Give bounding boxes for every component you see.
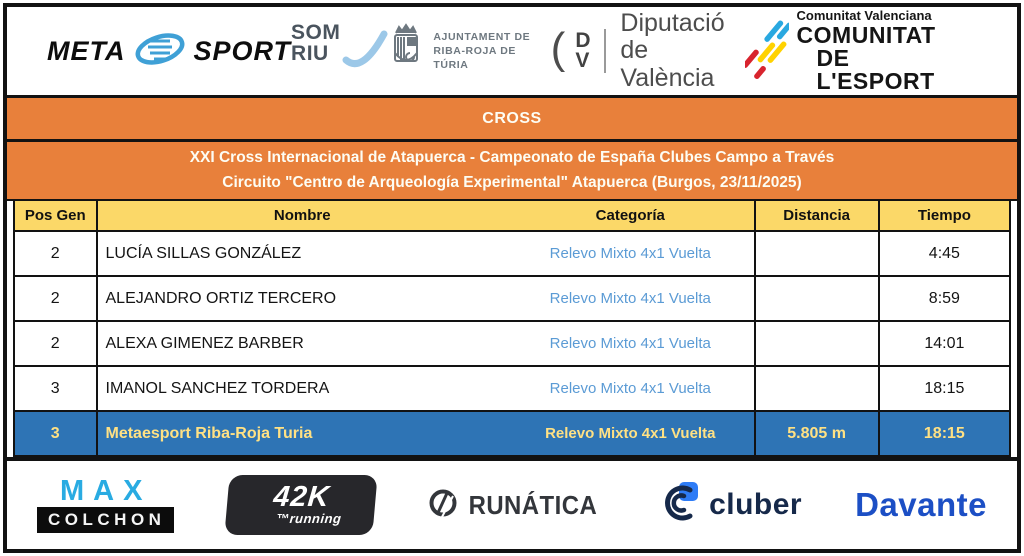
event-title-line2: Circuito "Centro de Arqueología Experimental" Atapuerca (Burgos, 23/11/2025) — [222, 173, 802, 191]
42k-main-text: 42K — [272, 481, 332, 514]
section-banner — [7, 95, 1017, 142]
comunitat-valenciana-text: Comunitat Valenciana — [796, 8, 932, 23]
cell-pos: 3 — [15, 367, 98, 410]
maxcolchon-max-text: MAX — [60, 475, 152, 507]
cluber-logo — [656, 481, 802, 530]
somriu-logo — [291, 22, 388, 81]
diputacio-mark-icon: ( — [550, 24, 566, 74]
comunitat-line2: DE L'ESPORT — [816, 45, 935, 94]
cell-nombre: IMANOL SANCHEZ TORDERA — [105, 379, 330, 397]
maxcolchon-colchon-text: COLCHON — [37, 507, 174, 533]
metaesport-logo-text-right: SPORT — [193, 35, 292, 66]
comunitat-esport-logo — [745, 9, 969, 93]
table-row — [15, 367, 1009, 412]
cell-categoria: Relevo Mixto 4x1 Vuelta — [507, 232, 756, 275]
diputacio-line2: de València — [620, 36, 715, 92]
metaesport-swirl-icon — [134, 27, 186, 76]
cell-distancia — [756, 232, 880, 275]
metaesport-logo-text-left: META — [47, 35, 126, 66]
section-title: CROSS — [482, 109, 542, 127]
cell-categoria: Relevo Mixto 4x1 Vuelta — [507, 367, 756, 410]
column-header-distancia: Distancia — [756, 201, 880, 230]
davante-logo — [855, 486, 987, 524]
cell-nombre: Metaesport Riba-Roja Turia — [105, 424, 313, 442]
results-table — [13, 201, 1011, 457]
cell-tiempo: 4:45 — [928, 244, 960, 262]
cell-pos: 3 — [15, 412, 98, 455]
table-row — [15, 232, 1009, 277]
ajuntament-line2: RIBA-ROJA DE TÚRIA — [433, 44, 517, 72]
event-title-line1: XXI Cross Internacional de Atapuerca - Campeonato de España Clubes Campo a Través — [189, 149, 835, 167]
event-title-banner — [7, 142, 1017, 201]
ajuntament-logo — [388, 23, 550, 80]
maxcolchon-logo — [37, 477, 174, 533]
cell-distancia: 5.805 m — [756, 412, 880, 455]
ajuntament-crest-icon — [388, 23, 424, 80]
cell-distancia — [756, 367, 880, 410]
cell-pos: 2 — [15, 322, 98, 365]
diputacio-logo — [551, 10, 745, 93]
somriu-line2: RIU — [291, 41, 329, 65]
runatica-icon — [428, 488, 458, 523]
column-header-tiempo: Tiempo — [917, 207, 971, 224]
table-row-team-total — [15, 412, 1009, 457]
cell-categoria: Relevo Mixto 4x1 Vuelta — [507, 322, 756, 365]
column-header-nombre: Nombre — [273, 207, 331, 224]
runatica-text: RUNÁTICA — [468, 489, 598, 520]
cluber-icon — [656, 481, 700, 530]
diputacio-letter-d: D — [575, 29, 591, 53]
cell-nombre: ALEJANDRO ORTIZ TERCERO — [105, 289, 337, 307]
results-sheet — [3, 3, 1021, 553]
table-row — [15, 277, 1009, 322]
cell-categoria: Relevo Mixto 4x1 Vuelta — [507, 277, 756, 320]
cell-tiempo: 14:01 — [924, 334, 965, 352]
cluber-text: cluber — [709, 488, 803, 521]
sponsor-header — [7, 7, 1017, 95]
42k-sub-text: ™running — [275, 510, 343, 526]
cell-tiempo: 8:59 — [928, 289, 960, 307]
cell-tiempo: 18:15 — [923, 424, 965, 442]
somriu-smile-icon — [342, 22, 388, 81]
sponsor-footer — [7, 457, 1017, 549]
42k-running-logo — [225, 475, 378, 535]
column-header-pos: Pos Gen — [15, 201, 98, 230]
cell-nombre: LUCÍA SILLAS GONZÁLEZ — [105, 244, 302, 262]
cell-tiempo: 18:15 — [924, 379, 965, 397]
diputacio-letter-v: V — [575, 49, 590, 72]
davante-text: Davante — [855, 486, 987, 523]
cell-distancia — [756, 277, 880, 320]
table-row — [15, 322, 1009, 367]
runatica-logo — [428, 488, 603, 523]
comunitat-stripes-icon — [745, 16, 789, 87]
cell-categoria: Relevo Mixto 4x1 Vuelta — [507, 412, 756, 455]
cell-nombre: ALEXA GIMENEZ BARBER — [105, 334, 304, 352]
somriu-line1: SOM — [291, 20, 341, 44]
cell-pos: 2 — [15, 232, 98, 275]
diputacio-divider — [604, 29, 606, 73]
ajuntament-line1: AJUNTAMENT DE — [433, 30, 531, 43]
column-header-categoria: Categoría — [507, 201, 756, 230]
cell-pos: 2 — [15, 277, 98, 320]
metaesport-logo — [47, 27, 291, 76]
comunitat-line1: COMUNITAT — [796, 22, 936, 48]
cell-distancia — [756, 322, 880, 365]
table-header-row — [15, 201, 1009, 232]
diputacio-line1: Diputació — [620, 8, 725, 37]
